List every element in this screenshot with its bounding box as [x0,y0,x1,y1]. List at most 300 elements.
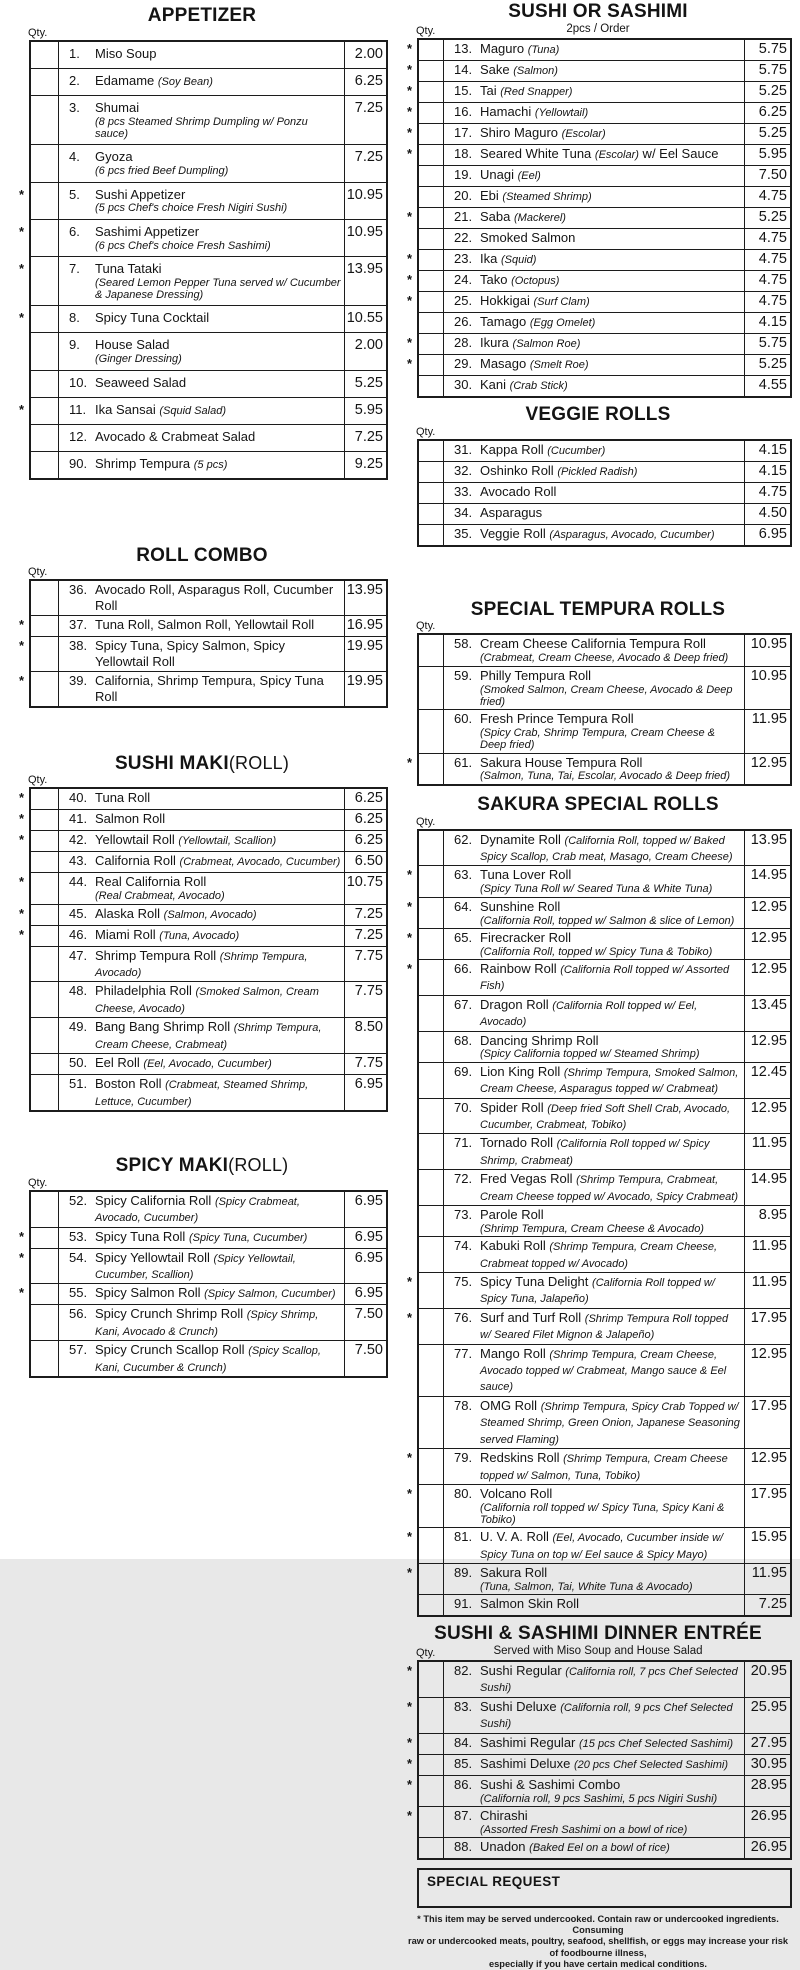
qty-cell[interactable] [31,1305,59,1340]
qty-cell[interactable] [419,145,444,165]
menu-item-row [31,1074,386,1110]
item-name: Tai [480,82,497,98]
item-number: 13. [454,40,473,56]
raw-item-asterisk: * [407,124,413,140]
item-cell [59,1018,344,1053]
qty-cell[interactable] [31,371,59,397]
qty-cell[interactable] [419,187,444,207]
item-price: 11.95 [744,1273,790,1308]
item-number: 86. [454,1776,473,1792]
item-cell [444,1273,744,1308]
qty-cell[interactable] [31,926,59,946]
item-price: 6.25 [744,103,790,123]
item-price: 17.95 [744,1397,790,1448]
item-text [69,100,342,140]
qty-cell[interactable] [31,398,59,424]
qty-cell[interactable] [419,1734,444,1754]
item-desc: (Eel, Avocado, Cucumber) [143,1058,272,1071]
qty-cell[interactable] [419,1595,444,1615]
item-desc: (Asparagus, Avocado, Cucumber) [549,528,715,541]
item-desc: (Mackerel) [514,211,566,224]
raw-item-asterisk: * [19,905,25,921]
menu-item-row [407,291,790,312]
item-desc: (Shrimp Tempura, Avocado) [95,950,308,980]
qty-cell[interactable] [419,1273,444,1308]
menu-item-row [407,270,790,291]
section-header [16,546,388,580]
menu-item-row [407,354,790,375]
item-name: Sashimi Deluxe [480,1755,571,1771]
qty-cell[interactable] [419,208,444,228]
qty-column-label: Qty. [416,1647,436,1660]
item-cell [59,1341,344,1376]
qty-cell[interactable] [419,831,444,866]
item-text [454,1699,742,1732]
sections-left [16,6,388,1378]
raw-item-asterisk: * [407,61,413,77]
raw-item-asterisk: * [19,310,25,326]
item-desc: (Crabmeat, Avocado, Cucumber) [179,856,341,869]
qty-cell[interactable] [419,996,444,1031]
qty-cell[interactable] [419,334,444,354]
section-header [16,1156,388,1190]
menu-table [19,40,388,480]
item-text [454,526,742,542]
qty-cell[interactable] [419,355,444,375]
qty-cell[interactable] [31,831,59,851]
item-name: Unagi [480,166,514,182]
qty-cell[interactable] [419,1755,444,1775]
item-text [69,790,342,806]
qty-cell[interactable] [31,96,59,144]
menu-item-row [31,332,386,369]
raw-item-asterisk: * [407,1274,413,1290]
qty-cell[interactable] [31,1075,59,1110]
menu-item-row [407,1775,790,1806]
item-text [69,1076,342,1109]
menu-table [417,439,792,547]
raw-item-asterisk: * [19,617,25,633]
qty-cell[interactable] [419,271,444,291]
section-title-suffix: (ROLL) [228,752,290,773]
item-number: 62. [454,831,473,847]
item-price: 13.95 [344,257,386,305]
item-number: 5. [69,186,80,202]
qty-cell[interactable] [419,960,444,995]
qty-cell[interactable] [31,333,59,369]
qty-cell[interactable] [419,710,444,752]
menu-item-row [419,165,790,186]
qty-cell[interactable] [31,810,59,830]
item-price: 19.95 [344,672,386,706]
item-number: 54. [69,1249,88,1265]
item-price: 2.00 [344,333,386,369]
item-price: 6.25 [344,810,386,830]
qty-cell[interactable] [419,1099,444,1134]
qty-cell[interactable] [419,1134,444,1169]
item-cell [444,82,744,102]
item-number: 66. [454,961,473,976]
item-cell [59,616,344,636]
qty-cell[interactable] [31,452,59,478]
qty-cell[interactable] [419,1063,444,1098]
qty-cell[interactable] [419,754,444,784]
item-number: 36. [69,582,88,598]
raw-item-asterisk: * [407,82,413,98]
item-text [454,1777,742,1805]
qty-cell[interactable] [31,947,59,982]
raw-item-asterisk: * [407,271,413,287]
qty-cell[interactable] [31,1284,59,1304]
item-number: 40. [69,790,88,806]
item-name: Philly Tempura Roll [480,667,592,683]
item-cell [444,1063,744,1098]
qty-cell[interactable] [31,1192,59,1227]
item-number: 56. [69,1306,88,1322]
menu-item-row [19,636,386,671]
qty-cell[interactable] [31,852,59,872]
special-request-box[interactable] [417,1868,792,1908]
qty-cell[interactable] [31,672,59,706]
menu-section-veggie_rolls [404,405,792,547]
item-desc: (Eel, Avocado, Cucumber inside w/ Spicy Tuna on top w/ Eel sauce & Spicy Mayo) [480,1532,724,1561]
item-price: 10.95 [344,183,386,219]
menu-item-row [407,81,790,102]
item-text [454,83,742,99]
item-number: 10. [69,374,88,390]
qty-cell[interactable] [31,789,59,809]
item-number: 37. [69,617,88,633]
item-desc: (Shrimp Tempura Roll topped w/ Seared Filet Mignon & Jalapeño) [480,1312,729,1342]
qty-cell[interactable] [31,1228,59,1248]
item-text [69,906,342,922]
item-cell [444,250,744,270]
item-text [454,899,742,927]
qty-cell[interactable] [31,637,59,671]
item-text [454,377,742,393]
item-price: 17.95 [744,1485,790,1527]
item-desc: (Pickled Radish) [557,465,638,478]
qty-cell[interactable] [419,1485,444,1527]
item-name: Sushi Deluxe [480,1698,557,1714]
item-text [454,1663,742,1696]
section-header [16,754,388,788]
item-note: (Ginger Dressing) [95,353,182,366]
item-number: 52. [69,1192,88,1208]
item-number: 45. [69,905,88,921]
qty-cell[interactable] [419,441,444,461]
menu-column-left [16,0,388,1378]
item-text [454,104,742,120]
item-cell [444,1449,744,1484]
qty-cell[interactable] [419,1345,444,1396]
item-price: 12.95 [744,960,790,995]
qty-cell[interactable] [419,1528,444,1563]
item-desc: (Shrimp Tempura, Cream Cheese, Crabmeat topped w/ Avocado) [480,1241,718,1270]
item-cell [444,166,744,186]
item-text [454,961,742,994]
item-name: Ikura [480,334,509,350]
item-cell [444,61,744,81]
qty-cell[interactable] [419,1662,444,1697]
item-price: 6.95 [344,1284,386,1304]
menu-table [407,38,792,398]
item-price: 8.50 [344,1018,386,1053]
qty-cell[interactable] [31,425,59,451]
menu-item-row [419,186,790,207]
item-desc: (California roll, 7 pcs Chef Selected Sushi) [480,1666,738,1695]
item-name: Oshinko Roll [480,462,554,478]
qty-cell[interactable] [419,866,444,896]
item-number: 60. [454,711,473,727]
qty-cell[interactable] [31,581,59,615]
qty-cell[interactable] [31,220,59,256]
qty-cell[interactable] [31,69,59,95]
item-desc: (Salmon, Avocado) [163,908,257,921]
menu-table [19,579,388,707]
qty-cell[interactable] [31,42,59,68]
qty-cell[interactable] [419,525,444,545]
qty-cell[interactable] [31,1018,59,1053]
item-cell [59,831,344,851]
item-cell [59,333,344,369]
item-number: 6. [69,223,80,239]
item-text [69,73,342,89]
item-name: Mango Roll [480,1345,546,1361]
item-desc: (Salmon Roe) [512,337,581,350]
qty-cell[interactable] [31,306,59,332]
item-desc: (Smoked Salmon, Cream Cheese, Avocado) [95,986,319,1015]
item-price: 10.95 [744,667,790,709]
item-name: Avocado Roll, Asparagus Roll, Cucumber Roll [95,582,334,614]
item-price: 4.75 [744,292,790,312]
item-number: 9. [69,337,80,353]
section-title [16,754,388,775]
item-number: 84. [454,1734,473,1750]
qty-cell[interactable] [31,1249,59,1284]
item-text [454,1171,742,1204]
item-price: 7.75 [344,947,386,982]
item-cell [59,581,344,615]
item-desc: (California Roll, topped w/ Baked Spicy Scallop, Crab meat, Masago, Cream Cheese) [480,834,733,864]
qty-cell[interactable] [31,183,59,219]
item-text [454,251,742,267]
item-price: 5.95 [344,398,386,424]
item-name: Parole Roll [480,1207,544,1223]
qty-cell[interactable] [419,376,444,396]
item-name: Masago [480,355,527,371]
item-price: 7.25 [344,425,386,451]
menu-item-row [31,144,386,181]
qty-cell[interactable] [419,229,444,249]
item-text [454,484,742,500]
item-number: 80. [454,1485,473,1501]
raw-item-asterisk: * [407,1807,413,1823]
item-number: 55. [69,1285,88,1301]
qty-cell[interactable] [419,166,444,186]
qty-cell[interactable] [419,250,444,270]
menu-item-row [407,1448,790,1484]
item-name: Sushi Appetizer [95,186,186,202]
menu-item-row [19,830,386,851]
section-header [404,2,792,38]
item-text [454,1596,742,1612]
qty-cell[interactable] [419,483,444,503]
item-price: 12.95 [744,898,790,928]
item-price: 12.95 [744,1449,790,1484]
item-desc: (Spicy Salmon, Cucumber) [204,1288,336,1301]
qty-cell[interactable] [31,873,59,903]
item-number: 28. [454,334,473,350]
qty-cell[interactable] [419,1807,444,1837]
qty-cell[interactable] [31,616,59,636]
qty-cell[interactable] [419,292,444,312]
section-title [16,6,388,27]
item-price: 16.95 [344,616,386,636]
item-cell [444,710,744,752]
item-cell [444,1485,744,1527]
item-cell [444,831,744,866]
qty-cell[interactable] [31,905,59,925]
item-price: 12.45 [744,1063,790,1098]
menu-item-row [419,666,790,709]
qty-cell[interactable] [419,462,444,482]
qty-cell[interactable] [419,82,444,102]
item-note: (Tuna, Salmon, Tai, White Tuna & Avocado) [480,1581,693,1594]
qty-cell[interactable] [31,257,59,305]
qty-cell[interactable] [419,1698,444,1733]
item-desc: (20 pcs Chef Selected Sashimi) [573,1758,729,1771]
item-price: 19.95 [344,637,386,671]
item-price: 6.25 [344,789,386,809]
section-title-text: ROLL COMBO [136,544,268,566]
item-note: (California roll topped w/ Spicy Tuna, Spicy Kani & Tobiko) [480,1501,725,1527]
item-cell [444,483,744,503]
qty-cell[interactable] [419,1032,444,1062]
item-price: 11.95 [744,1564,790,1594]
menu-item-row [419,1396,790,1448]
qty-cell[interactable] [31,982,59,1017]
qty-cell[interactable] [419,40,444,60]
item-cell [59,926,344,946]
item-number: 78. [454,1397,473,1413]
qty-cell[interactable] [419,1776,444,1806]
raw-item-asterisk: * [407,250,413,266]
qty-cell[interactable] [419,1397,444,1448]
item-number: 71. [454,1135,473,1151]
item-number: 91. [454,1596,473,1612]
item-cell [444,754,744,784]
item-desc-after: w/ Eel Sauce [638,145,719,161]
item-name: Spicy Tuna, Spicy Salmon, Spicy Yellowtail Roll [95,638,286,670]
item-price: 7.50 [344,1341,386,1376]
qty-cell[interactable] [419,124,444,144]
item-name: Spider Roll [480,1099,544,1115]
qty-cell[interactable] [419,1237,444,1272]
item-price: 4.75 [744,483,790,503]
item-desc: (Yellowtail) [534,106,589,119]
menu-item-row [419,1594,790,1615]
item-number: 48. [69,983,88,999]
item-number: 21. [454,208,473,224]
item-price: 7.50 [344,1305,386,1340]
item-name: Tuna Tataki [95,260,162,276]
menu-item-row [19,256,386,305]
section-header [16,6,388,40]
item-number: 83. [454,1698,473,1714]
item-number: 69. [454,1063,473,1079]
qty-cell[interactable] [419,929,444,959]
item-name: Shrimp Tempura [95,455,191,471]
raw-item-asterisk: * [407,1734,413,1750]
item-number: 58. [454,636,473,652]
item-text [454,1310,742,1343]
item-name: California Roll [95,853,176,869]
qty-cell[interactable] [419,1170,444,1205]
item-name: Hamachi [480,103,532,119]
item-number: 4. [69,149,80,165]
menu-item-row [19,305,386,332]
item-cell [444,1595,744,1615]
item-price: 26.95 [744,1838,790,1858]
item-price: 12.95 [744,1099,790,1134]
section-title-text: APPETIZER [147,5,257,26]
qty-cell[interactable] [419,667,444,709]
section-title [16,1156,388,1177]
item-price: 26.95 [744,1807,790,1837]
section-subtitle: Served with Miso Soup and House Salad [493,1645,703,1658]
qty-cell[interactable] [419,1206,444,1236]
qty-cell[interactable] [31,1341,59,1376]
raw-item-asterisk: * [19,672,25,688]
item-name: Spicy California Roll [95,1192,212,1208]
item-price: 6.95 [344,1249,386,1284]
menu-table [407,633,792,785]
qty-cell[interactable] [419,103,444,123]
item-name: Shumai [95,99,140,115]
item-desc: (Smelt Roe) [529,358,589,371]
qty-cell[interactable] [419,898,444,928]
item-cell [59,905,344,925]
item-cell [444,334,744,354]
item-cell [59,145,344,181]
qty-cell[interactable] [31,1054,59,1074]
item-number: 85. [454,1755,473,1771]
item-price: 12.95 [744,1032,790,1062]
qty-cell[interactable] [419,313,444,333]
qty-cell[interactable] [419,1564,444,1594]
qty-cell[interactable] [419,1838,444,1858]
qty-cell[interactable] [419,635,444,665]
raw-item-asterisk: * [19,1228,25,1244]
qty-cell[interactable] [419,1449,444,1484]
qty-cell[interactable] [419,1309,444,1344]
item-name: Unadon [480,1839,526,1855]
qty-cell[interactable] [419,504,444,524]
item-price: 5.75 [744,40,790,60]
item-desc: (Squid Salad) [159,404,226,417]
qty-cell[interactable] [419,61,444,81]
item-name: Saba [480,208,511,224]
item-number: 73. [454,1207,473,1223]
item-number: 50. [69,1055,88,1071]
qty-cell[interactable] [31,145,59,181]
menu-item-row [19,925,386,946]
item-cell [59,1075,344,1110]
item-price: 6.95 [344,1192,386,1227]
item-desc: (Spicy Yellowtail, Cucumber, Scallion) [95,1252,296,1282]
item-name: Salmon Skin Roll [480,1596,579,1612]
